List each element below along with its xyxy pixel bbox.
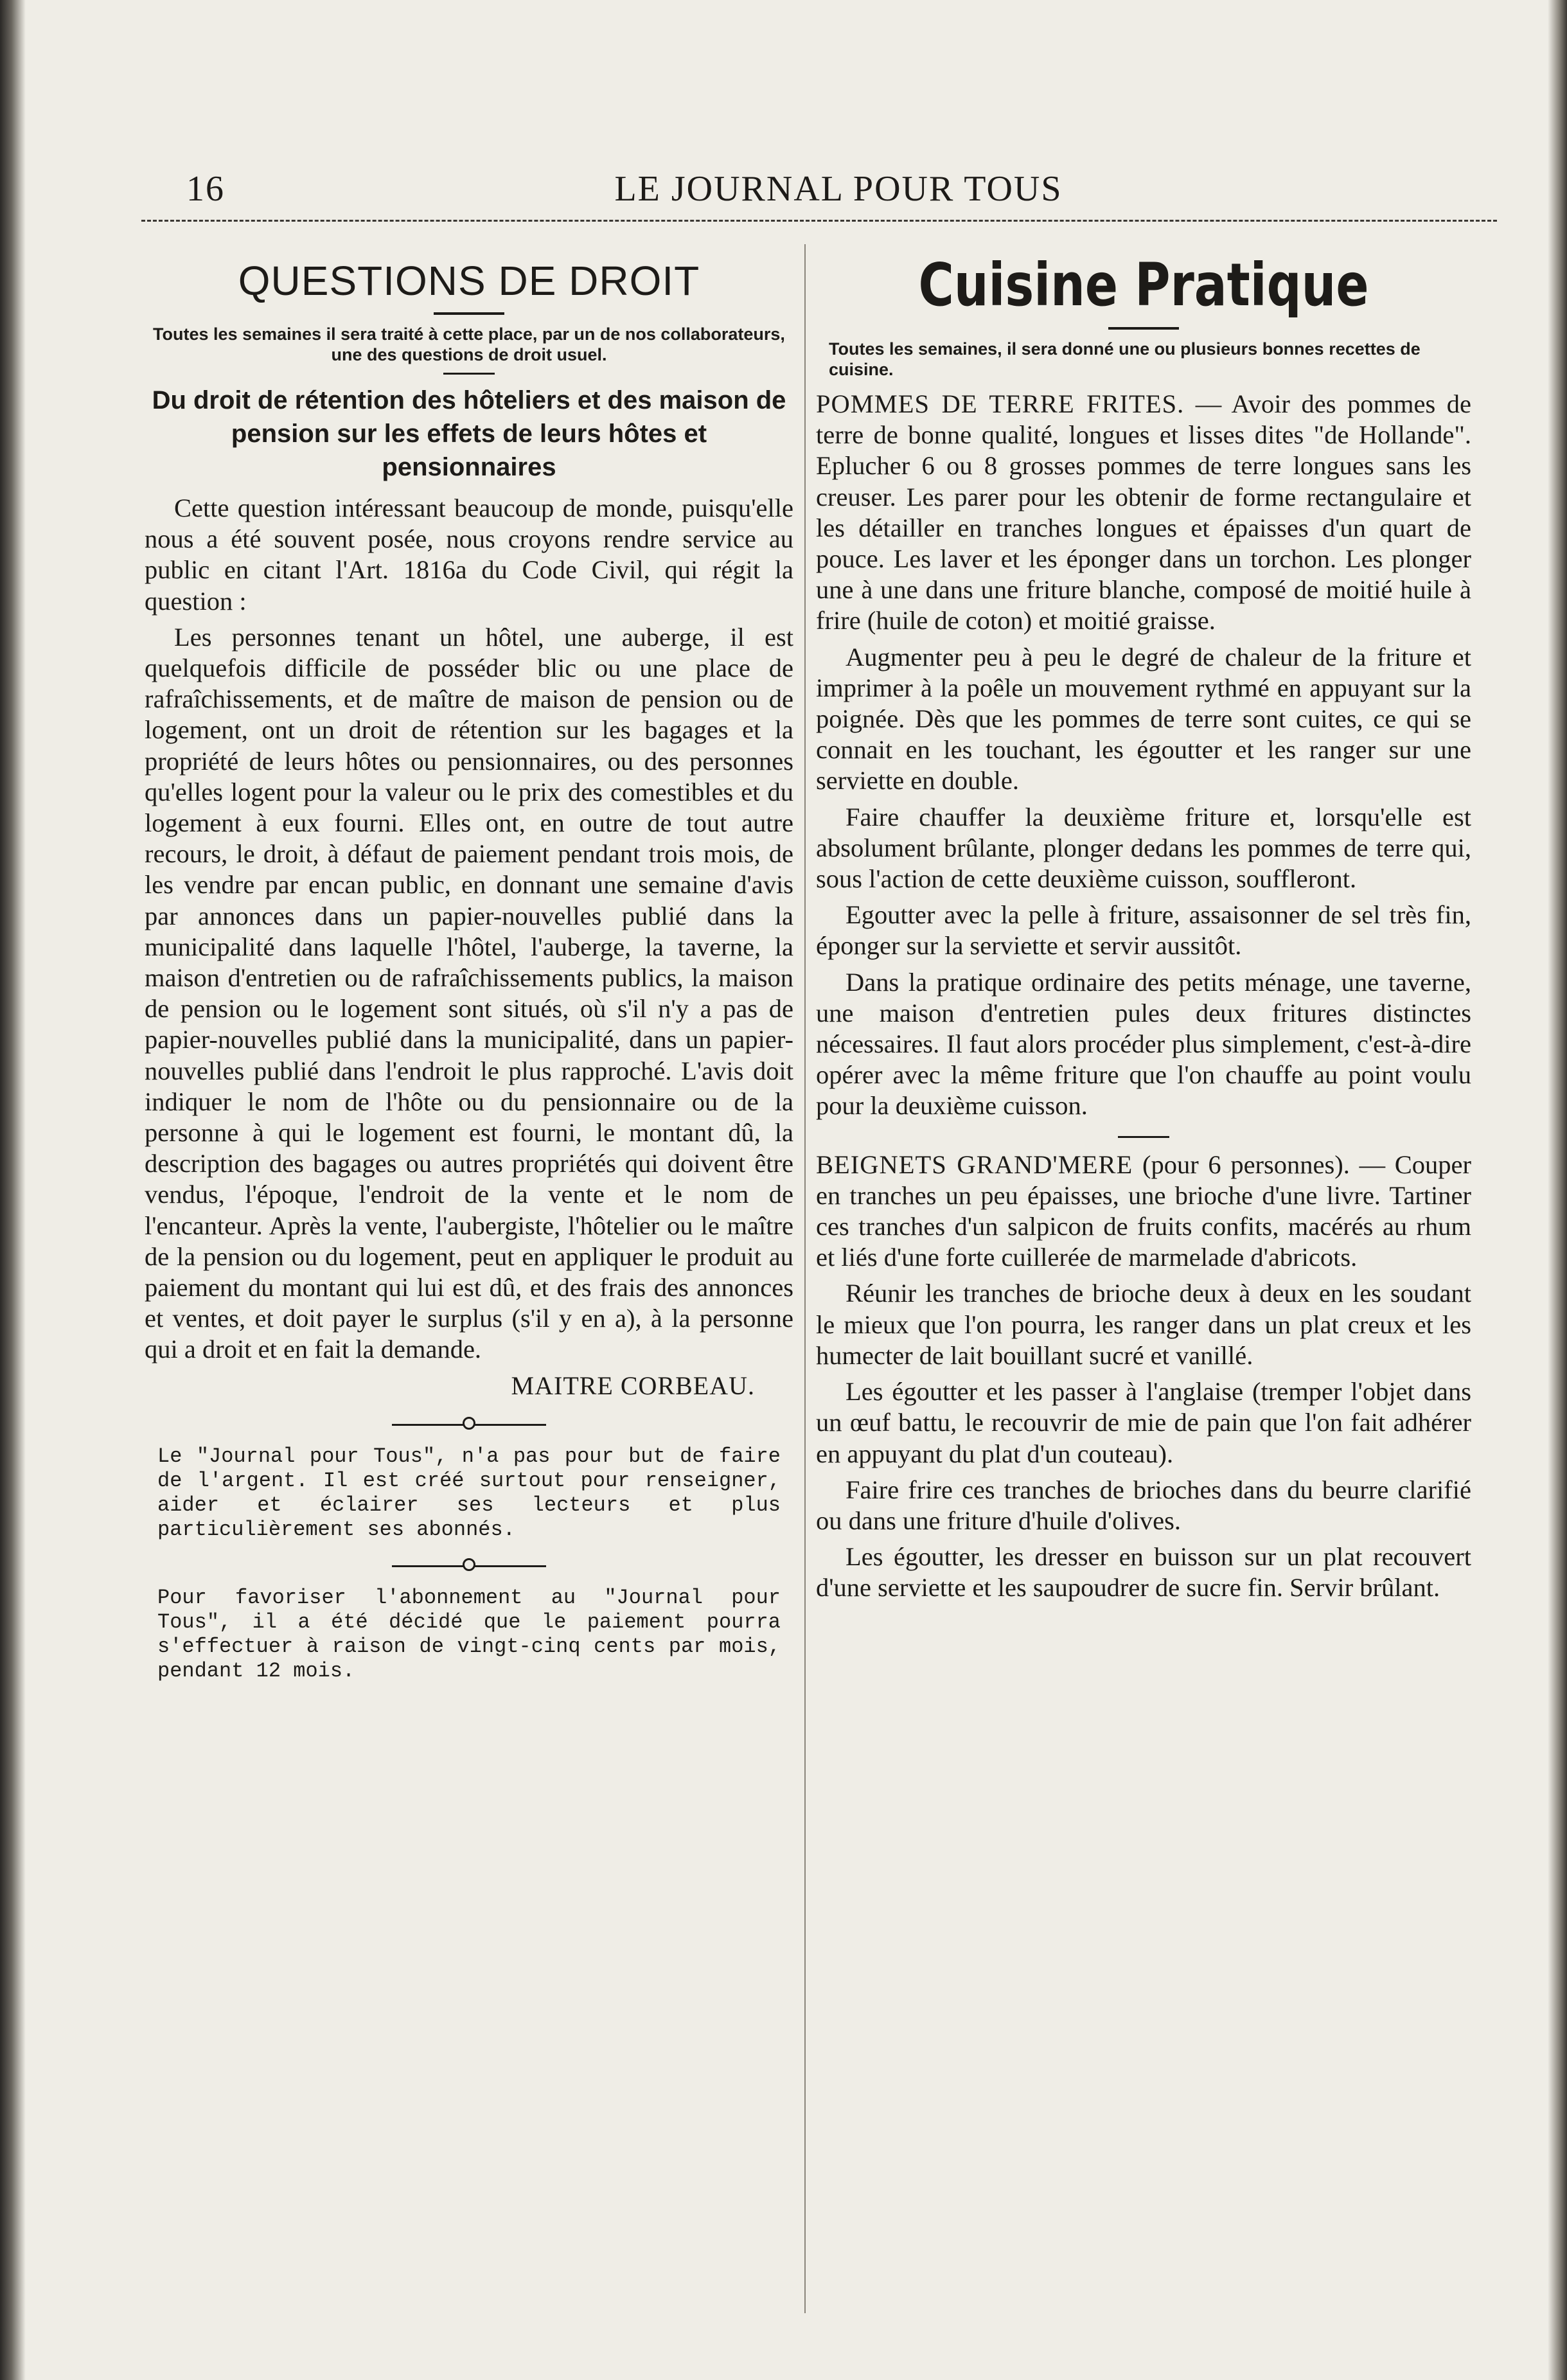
section-title-cuisine: Cuisine Pratique	[918, 251, 1369, 319]
section-intro-cuisine: Toutes les semaines, il sera donné une ou plusieurs bonnes recettes de cuisine.	[829, 339, 1421, 379]
notice-subscription: Pour favoriser l'abonnement au "Journal pour Tous", il a été décidé que le paiement pourra s'effectuer à raison de vingt-cinq cents par mois, pendant 12 mois.	[157, 1585, 781, 1683]
column-divider	[804, 244, 806, 2313]
ornament-separator	[392, 1414, 546, 1435]
recipe-paragraph: Augmenter peu à peu le degré de chaleur de la friture et imprimer à la poêle un mouvement rythmé en appuyant sur la poignée. Dès que les pommes de terre sont cuites, ce qui se connait en les touchant, les égoutter et les ranger sur une serviette en double.	[816, 642, 1471, 795]
section-title-droit: QUESTIONS DE DROIT	[238, 258, 700, 304]
article-title: Du droit de rétention des hôteliers et des maison de pension sur les effets de leurs hôtes et pensionnaires	[152, 386, 786, 481]
article-paragraph: Cette question intéressant beaucoup de monde, puisqu'elle nous a été souvent posée, nous croyons rendre service au public en citant l'Art. 1816a du Code Civil, qui régit la question :	[145, 493, 793, 616]
recipe-paragraph: Dans la pratique ordinaire des petits ménage, une taverne, une maison d'entretien pules deux fritures distinctes nécessaires. Il faut alors procéder plus simplement, c'est-à-dire opérer avec la même friture que l'on chauffe au point voulu pour la deuxième cuisson.	[816, 967, 1471, 1121]
recipe-name: BEIGNETS GRAND'MERE	[816, 1150, 1133, 1179]
recipe-paragraph: Réunir les tranches de brioche deux à deux en les soudant le mieux que l'on pourra, les ranger dans un plat creux et les humecter de lait bouillant sucré et vanillé.	[816, 1279, 1471, 1370]
ornament-separator	[392, 1555, 546, 1577]
article-paragraph: Les personnes tenant un hôtel, une auberge, il est quelquefois difficile de posséder blic ou une place de rafraîchissements, et de maître de maison de pension ou de logement, ont un droit de rétention sur les bagages et la propriété de leurs hôtes ou pensionnaires, ou des personnes qu'elles logent pour la valeur ou le prix des comestibles et du logement à eux fourni. Elles ont, en outre de tout autre recours, le droit, à défaut de paiement pendant trois mois, de les vendre par encan public, en donnant une semaine d'avis par annonces dans un papier-nouvelles publié dans la municipalité dans laquelle l'hôtel, l'auberge, la taverne, la maison d'entretien ou de rafraîchissements publics, la maison de pension ou le logement sont situés, où s'il n'y a pas de papier-nouvelles publié dans la municipalité, dans un papier-nouvelles publié dans l'endroit le plus rapproché. L'avis doit indiquer le nom de l'hôte ou du pensionnaire ou de la personne à qui le logement est fourni, le montant dû, la description des bagages ou autres propriétés qui doivent être vendus, l'époque, l'endroit de la vente et le nom de l'encanteur. Après la vente, l'aubergiste, l'hôtelier ou le maître de la pension ou du logement, peut en appliquer le produit au paiement du montant qui lui est dû, et des frais des annonces et ventes, et doit payer le surplus (s'il y en a), à la personne qui a droit et en fait la demande.	[145, 622, 793, 1364]
intro-rule	[443, 373, 495, 375]
recipe-paragraph: Les égoutter et les passer à l'anglaise (tremper l'objet dans un œuf battu, le recouvrir de mie de pain que l'on fait adhérer en appuyant du plat d'un couteau).	[816, 1377, 1471, 1468]
page-number: 16	[186, 169, 225, 209]
recipe-text: — Avoir des pommes de terre de bonne qualité, longues et lisses dites "de Hollande". Eplucher 6 ou 8 grosses pommes de terre longues sans les creuser. Les parer pour les obtenir de forme rectangulaire et les détailler en tranches longues et épaisses d'un quart de pouce. Les laver et les éponger dans un torchon. Les plonger une à une dans une friture blanche, composé de moitié huile à frire (huile de coton) et moitié graisse.	[816, 389, 1472, 635]
recipe-paragraph: Egoutter avec la pelle à friture, assaisonner de sel très fin, éponger sur la serviette et servir aussitôt.	[816, 900, 1471, 961]
header-rule	[141, 220, 1497, 222]
running-head	[186, 168, 1491, 213]
article-signature: MAITRE CORBEAU.	[511, 1371, 755, 1400]
journal-title: LE JOURNAL POUR TOUS	[614, 169, 1063, 209]
recipe-paragraph: Faire frire ces tranches de brioches dans du beurre clarifié ou dans une friture d'huile d'olives.	[816, 1475, 1471, 1535]
recipe-name: POMMES DE TERRE FRITES.	[816, 389, 1185, 418]
recipe-divider	[1118, 1136, 1169, 1138]
section-intro-droit: Toutes les semaines il sera traité à cette place, par un de nos collaborateurs, une des questions de droit usuel.	[153, 324, 785, 364]
notice-purpose: Le "Journal pour Tous", n'a pas pour but de faire de l'argent. Il est créé surtout pour renseigner, aider et éclairer ses lecteurs et plus particulièrement ses abonnés.	[157, 1444, 781, 1541]
right-column	[816, 238, 1471, 1609]
recipe-text: (pour 6 personnes). — Couper en tranches un peu épaisses, une brioche d'une livre. Tartiner ces tranches d'un salpicon de fruits confits, macérés au rhum et liés d'une forte cuillerée de marmelade d'abricots.	[816, 1150, 1472, 1272]
left-column	[145, 238, 793, 1683]
title-rule	[1108, 327, 1179, 330]
recipe-paragraph: Faire chauffer la deuxième friture et, lorsqu'elle est absolument brûlante, plonger dedans les pommes de terre qui, sous l'action de cette deuxième cuisson, souffleront.	[816, 802, 1471, 894]
page-edge-right	[1548, 0, 1567, 2380]
recipe-paragraph: Les égoutter, les dresser en buisson sur un plat recouvert d'une serviette et les saupoudrer de sucre fin. Servir brûlant.	[816, 1542, 1471, 1603]
recipe-paragraph	[816, 1150, 1471, 1274]
page-edge-left	[0, 0, 26, 2380]
title-rule	[434, 312, 504, 315]
recipe-paragraph	[816, 389, 1471, 637]
